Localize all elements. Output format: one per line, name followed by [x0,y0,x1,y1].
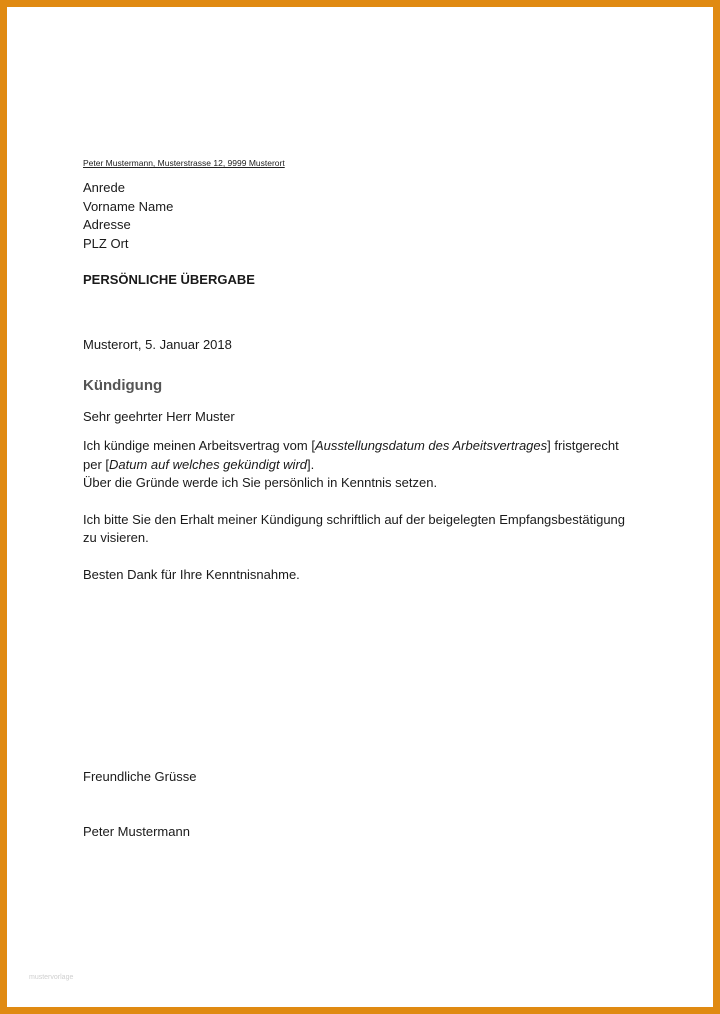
body-paragraph-3: Besten Dank für Ihre Kenntnisnahme. [83,567,300,582]
letter-page [7,7,713,1007]
place-date: Musterort, 5. Januar 2018 [83,337,232,352]
recipient-zip-city: PLZ Ort [83,236,129,251]
body-paragraph-2-line-1: Ich bitte Sie den Erhalt meiner Kündigung schriftlich auf der beigelegten Empfangsbestätigung [83,512,626,527]
watermark: mustervorlage [29,974,74,981]
greeting: Sehr geehrter Herr Muster [83,409,235,424]
recipient-name: Vorname Name [83,199,174,214]
body-paragraph-1-line-1 [83,437,619,455]
delivery-note: PERSÖNLICHE ÜBERGABE [83,272,255,287]
subject-heading: Kündigung [83,377,163,394]
recipient-salutation: Anrede [83,180,125,195]
recipient-address: Adresse [83,217,131,232]
body-text: ]. [307,457,315,472]
placeholder-contract-date: Ausstellungsdatum des Arbeitsvertrages [314,438,548,453]
signature-name: Peter Mustermann [83,824,190,839]
placeholder-termination-date: Datum auf welches gekündigt wird [109,457,308,472]
body-text: ] fristgerecht [547,438,619,453]
body-paragraph-1-line-3: Über die Gründe werde ich Sie persönlich in Kenntnis setzen. [83,475,438,490]
body-paragraph-1-line-2 [83,456,314,474]
closing: Freundliche Grüsse [83,769,197,784]
body-text: per [ [83,457,110,472]
body-paragraph-2-line-2: zu visieren. [83,530,149,545]
sender-line: Peter Mustermann, Musterstrasse 12, 9999 Musterort [83,158,285,168]
body-text: Ich kündige meinen Arbeitsvertrag vom [ [83,438,315,453]
